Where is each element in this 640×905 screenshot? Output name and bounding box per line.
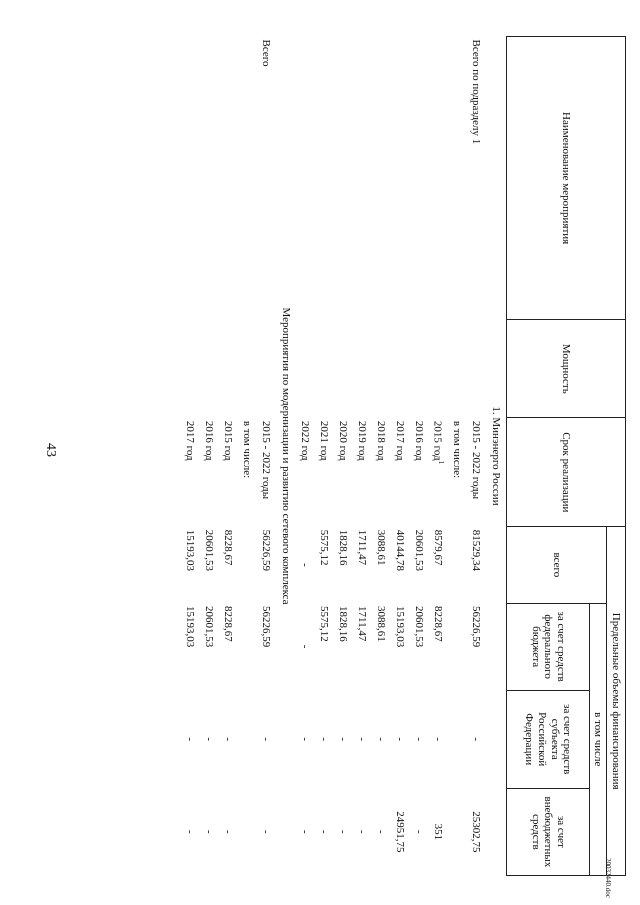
row-term: 2016 год — [413, 420, 426, 461]
row-regional: - — [356, 737, 369, 742]
row-power — [296, 320, 315, 418]
row-power — [353, 320, 372, 418]
header-including: в том числе — [590, 603, 607, 875]
row-power — [200, 320, 219, 418]
row-name — [181, 37, 200, 320]
row-federal: 5575,12 — [318, 606, 331, 642]
row-total — [448, 527, 467, 603]
row-name — [200, 37, 219, 320]
row-term: в том числе: — [241, 420, 254, 479]
row-term: 2019 год — [356, 420, 369, 461]
row-federal: 56226,59 — [470, 606, 483, 648]
row-external: - — [260, 830, 273, 834]
row-federal — [448, 603, 467, 690]
row-federal: 8228,67 — [222, 606, 235, 642]
header-limits: Предельные объемы финансирования — [607, 527, 626, 876]
row-federal: 15193,03 — [394, 606, 407, 648]
row-power — [257, 320, 276, 418]
table-header — [507, 37, 626, 876]
row-term: 2015 - 2022 годы — [470, 420, 483, 500]
row-federal: 3088,61 — [375, 606, 388, 642]
row-term: 2021 год — [318, 420, 331, 461]
row-total: 5575,12 — [318, 529, 331, 566]
table-row — [219, 37, 238, 876]
row-external: - — [318, 830, 331, 834]
header-external: за счет внебюджетных средств — [507, 788, 590, 875]
row-term — [429, 418, 448, 527]
row-term: 2015 - 2022 годы — [260, 420, 273, 500]
row-power — [181, 320, 200, 418]
row-total: 1828,16 — [337, 529, 350, 566]
section-title-row — [276, 37, 296, 876]
row-term: 2020 год — [337, 420, 350, 461]
row-total: 20601,53 — [203, 529, 216, 572]
row-regional — [238, 690, 257, 788]
file-reference: 20032440.doc — [604, 858, 612, 898]
row-term: 2017 год — [184, 420, 197, 461]
term-text: 2015 год — [431, 420, 444, 461]
table-row — [391, 37, 410, 876]
table-row — [372, 37, 391, 876]
row-regional: - — [375, 737, 388, 742]
table-row — [467, 37, 486, 876]
row-power — [334, 320, 353, 418]
row-power — [410, 320, 429, 418]
row-regional: - — [470, 737, 483, 742]
row-term: 2017 год — [394, 420, 407, 461]
financing-table-sheet — [66, 36, 626, 876]
row-name — [219, 37, 238, 320]
row-federal: 1711,47 — [356, 606, 369, 642]
table-row — [429, 37, 448, 876]
row-federal — [238, 603, 257, 690]
row-external — [448, 788, 467, 875]
row-name: Всего — [260, 39, 273, 67]
row-term: 2022 год — [299, 420, 312, 461]
table-row — [296, 37, 315, 876]
row-name — [429, 37, 448, 320]
table-row — [181, 37, 200, 876]
row-regional: - — [260, 737, 273, 742]
row-external: - — [356, 830, 369, 834]
row-federal: 15193,03 — [184, 606, 197, 648]
row-regional: - — [432, 737, 445, 742]
row-power — [315, 320, 334, 418]
row-name — [296, 37, 315, 320]
row-total: 8228,67 — [222, 529, 235, 566]
row-total: 8579,67 — [432, 529, 445, 566]
row-name — [238, 37, 257, 320]
table-row — [448, 37, 467, 876]
row-total: 20601,53 — [413, 529, 426, 572]
row-power — [467, 320, 486, 418]
row-regional — [448, 690, 467, 788]
row-name: Всего по подразделу 1 — [470, 39, 483, 145]
row-external: - — [203, 830, 216, 834]
section-title: Мероприятия по модернизации и развитию сетевого комплекса — [280, 307, 292, 605]
row-external: - — [184, 830, 197, 834]
row-regional: - — [394, 737, 407, 742]
row-external: - — [375, 830, 388, 834]
row-term: 2016 год — [203, 420, 216, 461]
row-power — [219, 320, 238, 418]
row-regional: - — [318, 737, 331, 742]
row-external — [238, 788, 257, 875]
page-number: 43 — [43, 443, 58, 457]
row-regional: - — [222, 737, 235, 742]
header-regional: за счет средств субъекта Российской Федерации — [507, 690, 590, 788]
row-regional: - — [413, 737, 426, 742]
row-external: 25302,75 — [470, 811, 483, 853]
row-power — [391, 320, 410, 418]
row-federal: 20601,53 — [203, 606, 216, 648]
row-external: - — [413, 830, 426, 834]
row-federal: 20601,53 — [413, 606, 426, 648]
row-external: 351 — [432, 823, 445, 841]
row-regional: - — [337, 737, 350, 742]
table-row — [334, 37, 353, 876]
header-term: Срок реализации — [507, 418, 626, 527]
table-row — [257, 37, 276, 876]
section-title: 1. Минэнерго России — [490, 406, 502, 506]
table-row — [238, 37, 257, 876]
row-regional: - — [184, 737, 197, 742]
row-total: 56226,59 — [260, 529, 273, 572]
financing-table — [181, 36, 626, 876]
row-name — [391, 37, 410, 320]
row-external: - — [222, 830, 235, 834]
row-total: 40144,78 — [394, 529, 407, 572]
header-federal: за счет средств федерального бюджета — [507, 603, 590, 690]
row-name — [353, 37, 372, 320]
row-power — [448, 320, 467, 418]
table-row — [353, 37, 372, 876]
section-title-row — [486, 37, 507, 876]
row-federal: 1828,16 — [337, 606, 350, 642]
header-power: Мощность — [507, 320, 626, 418]
table-row — [315, 37, 334, 876]
row-term: 2015 год — [222, 420, 235, 461]
row-name — [334, 37, 353, 320]
row-term: 2018 год — [375, 420, 388, 461]
row-power — [372, 320, 391, 418]
row-federal: 8228,67 — [432, 606, 445, 642]
footnote-mark: 1 — [437, 460, 446, 465]
row-federal: 56226,59 — [260, 606, 273, 648]
row-total: 3088,61 — [375, 529, 388, 566]
row-regional: - — [203, 737, 216, 742]
row-total — [238, 527, 257, 603]
table-row — [200, 37, 219, 876]
row-total: - — [299, 563, 312, 567]
row-regional: - — [299, 737, 312, 742]
row-external: - — [337, 830, 350, 834]
row-name — [410, 37, 429, 320]
row-name — [372, 37, 391, 320]
row-federal: - — [299, 644, 312, 649]
row-total: 1711,47 — [356, 529, 369, 566]
row-term: в том числе: — [451, 420, 464, 479]
table-row — [410, 37, 429, 876]
row-total: 15193,03 — [184, 529, 197, 572]
header-total: всего — [507, 527, 607, 603]
table-body — [181, 37, 507, 876]
row-name — [448, 37, 467, 320]
row-external: - — [299, 830, 312, 834]
header-name: Наименование мероприятия — [507, 37, 626, 320]
row-power — [238, 320, 257, 418]
row-power — [429, 320, 448, 418]
row-name — [315, 37, 334, 320]
row-external: 24951,75 — [394, 811, 407, 853]
row-total: 81529,34 — [470, 529, 483, 572]
